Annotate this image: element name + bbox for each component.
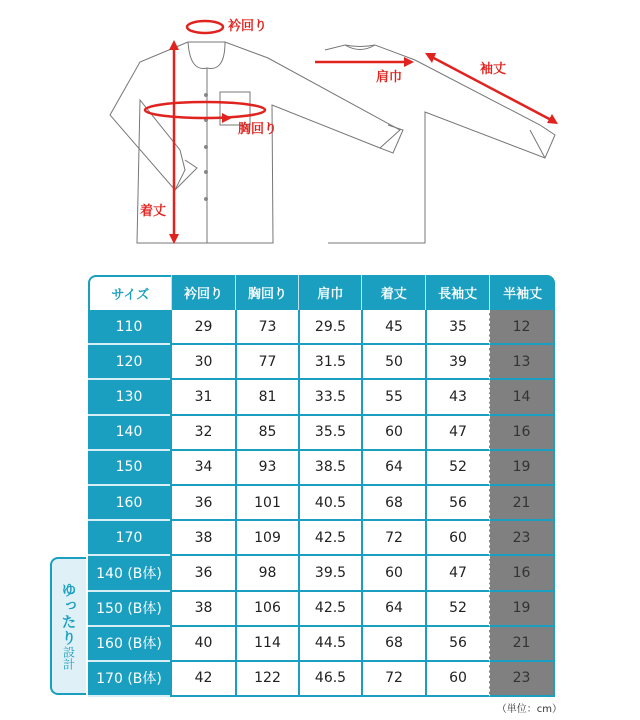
value-cell: 16 bbox=[489, 556, 555, 591]
value-cell: 55 bbox=[361, 380, 425, 415]
value-cell: 56 bbox=[425, 486, 489, 521]
value-cell: 12 bbox=[489, 310, 555, 345]
value-cell: 60 bbox=[425, 662, 489, 697]
size-cell: 130 bbox=[88, 380, 170, 415]
table-row bbox=[88, 592, 555, 627]
size-cell: 170 bbox=[88, 521, 170, 556]
value-cell: 122 bbox=[235, 662, 298, 697]
value-cell: 43 bbox=[425, 380, 489, 415]
value-cell: 85 bbox=[235, 416, 298, 451]
table-row bbox=[88, 662, 555, 697]
value-cell: 101 bbox=[235, 486, 298, 521]
value-cell: 31 bbox=[170, 380, 235, 415]
collar-arrow bbox=[187, 21, 223, 33]
table-row bbox=[88, 451, 555, 486]
table-row bbox=[88, 521, 555, 556]
sleeve-label: 袖丈 bbox=[480, 62, 507, 77]
value-cell: 73 bbox=[235, 310, 298, 345]
value-cell: 36 bbox=[170, 486, 235, 521]
value-cell: 31.5 bbox=[298, 345, 361, 380]
value-cell: 60 bbox=[425, 521, 489, 556]
loose-fit-label bbox=[50, 557, 86, 695]
value-cell: 30 bbox=[170, 345, 235, 380]
value-cell: 19 bbox=[489, 451, 555, 486]
value-cell: 29 bbox=[170, 310, 235, 345]
value-cell: 47 bbox=[425, 556, 489, 591]
table-row bbox=[88, 556, 555, 591]
value-cell: 42 bbox=[170, 662, 235, 697]
column-header: 半袖丈 bbox=[489, 275, 555, 310]
value-cell: 40.5 bbox=[298, 486, 361, 521]
value-cell: 38 bbox=[170, 521, 235, 556]
size-cell: 150 (B体) bbox=[88, 592, 170, 627]
chest-arrow bbox=[145, 102, 265, 118]
value-cell: 68 bbox=[361, 627, 425, 662]
value-cell: 42.5 bbox=[298, 592, 361, 627]
size-cell: 110 bbox=[88, 310, 170, 345]
value-cell: 39 bbox=[425, 345, 489, 380]
value-cell: 81 bbox=[235, 380, 298, 415]
size-cell: 160 bbox=[88, 486, 170, 521]
value-cell: 46.5 bbox=[298, 662, 361, 697]
size-table bbox=[88, 275, 555, 697]
size-cell: 150 bbox=[88, 451, 170, 486]
value-cell: 23 bbox=[489, 662, 555, 697]
value-cell: 64 bbox=[361, 592, 425, 627]
shirt-illustration bbox=[0, 0, 640, 270]
value-cell: 64 bbox=[361, 451, 425, 486]
value-cell: 52 bbox=[425, 592, 489, 627]
value-cell: 98 bbox=[235, 556, 298, 591]
value-cell: 109 bbox=[235, 521, 298, 556]
loose-fit-sub: 設計 bbox=[61, 646, 76, 670]
size-cell: 140 (B体) bbox=[88, 556, 170, 591]
column-header: 胸回り bbox=[235, 275, 298, 310]
table-row bbox=[88, 486, 555, 521]
value-cell: 52 bbox=[425, 451, 489, 486]
value-cell: 32 bbox=[170, 416, 235, 451]
value-cell: 50 bbox=[361, 345, 425, 380]
back-shirt bbox=[325, 45, 555, 243]
value-cell: 114 bbox=[235, 627, 298, 662]
value-cell: 45 bbox=[361, 310, 425, 345]
value-cell: 38.5 bbox=[298, 451, 361, 486]
value-cell: 14 bbox=[489, 380, 555, 415]
table-row bbox=[88, 380, 555, 415]
unit-note: （単位：cm） bbox=[496, 704, 562, 715]
column-header: 着丈 bbox=[361, 275, 425, 310]
value-cell: 40 bbox=[170, 627, 235, 662]
value-cell: 60 bbox=[361, 416, 425, 451]
value-cell: 35.5 bbox=[298, 416, 361, 451]
table-row bbox=[88, 416, 555, 451]
shoulder-label: 肩巾 bbox=[376, 70, 403, 85]
value-cell: 29.5 bbox=[298, 310, 361, 345]
table-header bbox=[88, 275, 555, 310]
value-cell: 72 bbox=[361, 662, 425, 697]
table-row bbox=[88, 627, 555, 662]
value-cell: 106 bbox=[235, 592, 298, 627]
value-cell: 56 bbox=[425, 627, 489, 662]
chest-label: 胸回り bbox=[238, 122, 278, 137]
value-cell: 23 bbox=[489, 521, 555, 556]
column-header: 衿回り bbox=[171, 275, 236, 310]
value-cell: 60 bbox=[361, 556, 425, 591]
value-cell: 77 bbox=[235, 345, 298, 380]
value-cell: 93 bbox=[235, 451, 298, 486]
value-cell: 35 bbox=[425, 310, 489, 345]
value-cell: 68 bbox=[361, 486, 425, 521]
value-cell: 39.5 bbox=[298, 556, 361, 591]
column-header: 肩巾 bbox=[298, 275, 361, 310]
collar-label: 衿回り bbox=[228, 19, 268, 34]
value-cell: 34 bbox=[170, 451, 235, 486]
size-cell: 160 (B体) bbox=[88, 627, 170, 662]
size-cell: 140 bbox=[88, 416, 170, 451]
value-cell: 36 bbox=[170, 556, 235, 591]
value-cell: 21 bbox=[489, 627, 555, 662]
table-row bbox=[88, 345, 555, 380]
size-cell: 120 bbox=[88, 345, 170, 380]
value-cell: 72 bbox=[361, 521, 425, 556]
length-label: 着丈 bbox=[140, 204, 167, 219]
value-cell: 19 bbox=[489, 592, 555, 627]
value-cell: 13 bbox=[489, 345, 555, 380]
table-row bbox=[88, 310, 555, 345]
column-header: サイズ bbox=[90, 277, 171, 310]
loose-fit-text: ゆったり bbox=[59, 582, 78, 646]
value-cell: 16 bbox=[489, 416, 555, 451]
value-cell: 44.5 bbox=[298, 627, 361, 662]
value-cell: 47 bbox=[425, 416, 489, 451]
value-cell: 21 bbox=[489, 486, 555, 521]
size-cell: 170 (B体) bbox=[88, 662, 170, 697]
value-cell: 42.5 bbox=[298, 521, 361, 556]
value-cell: 33.5 bbox=[298, 380, 361, 415]
value-cell: 38 bbox=[170, 592, 235, 627]
column-header: 長袖丈 bbox=[425, 275, 489, 310]
